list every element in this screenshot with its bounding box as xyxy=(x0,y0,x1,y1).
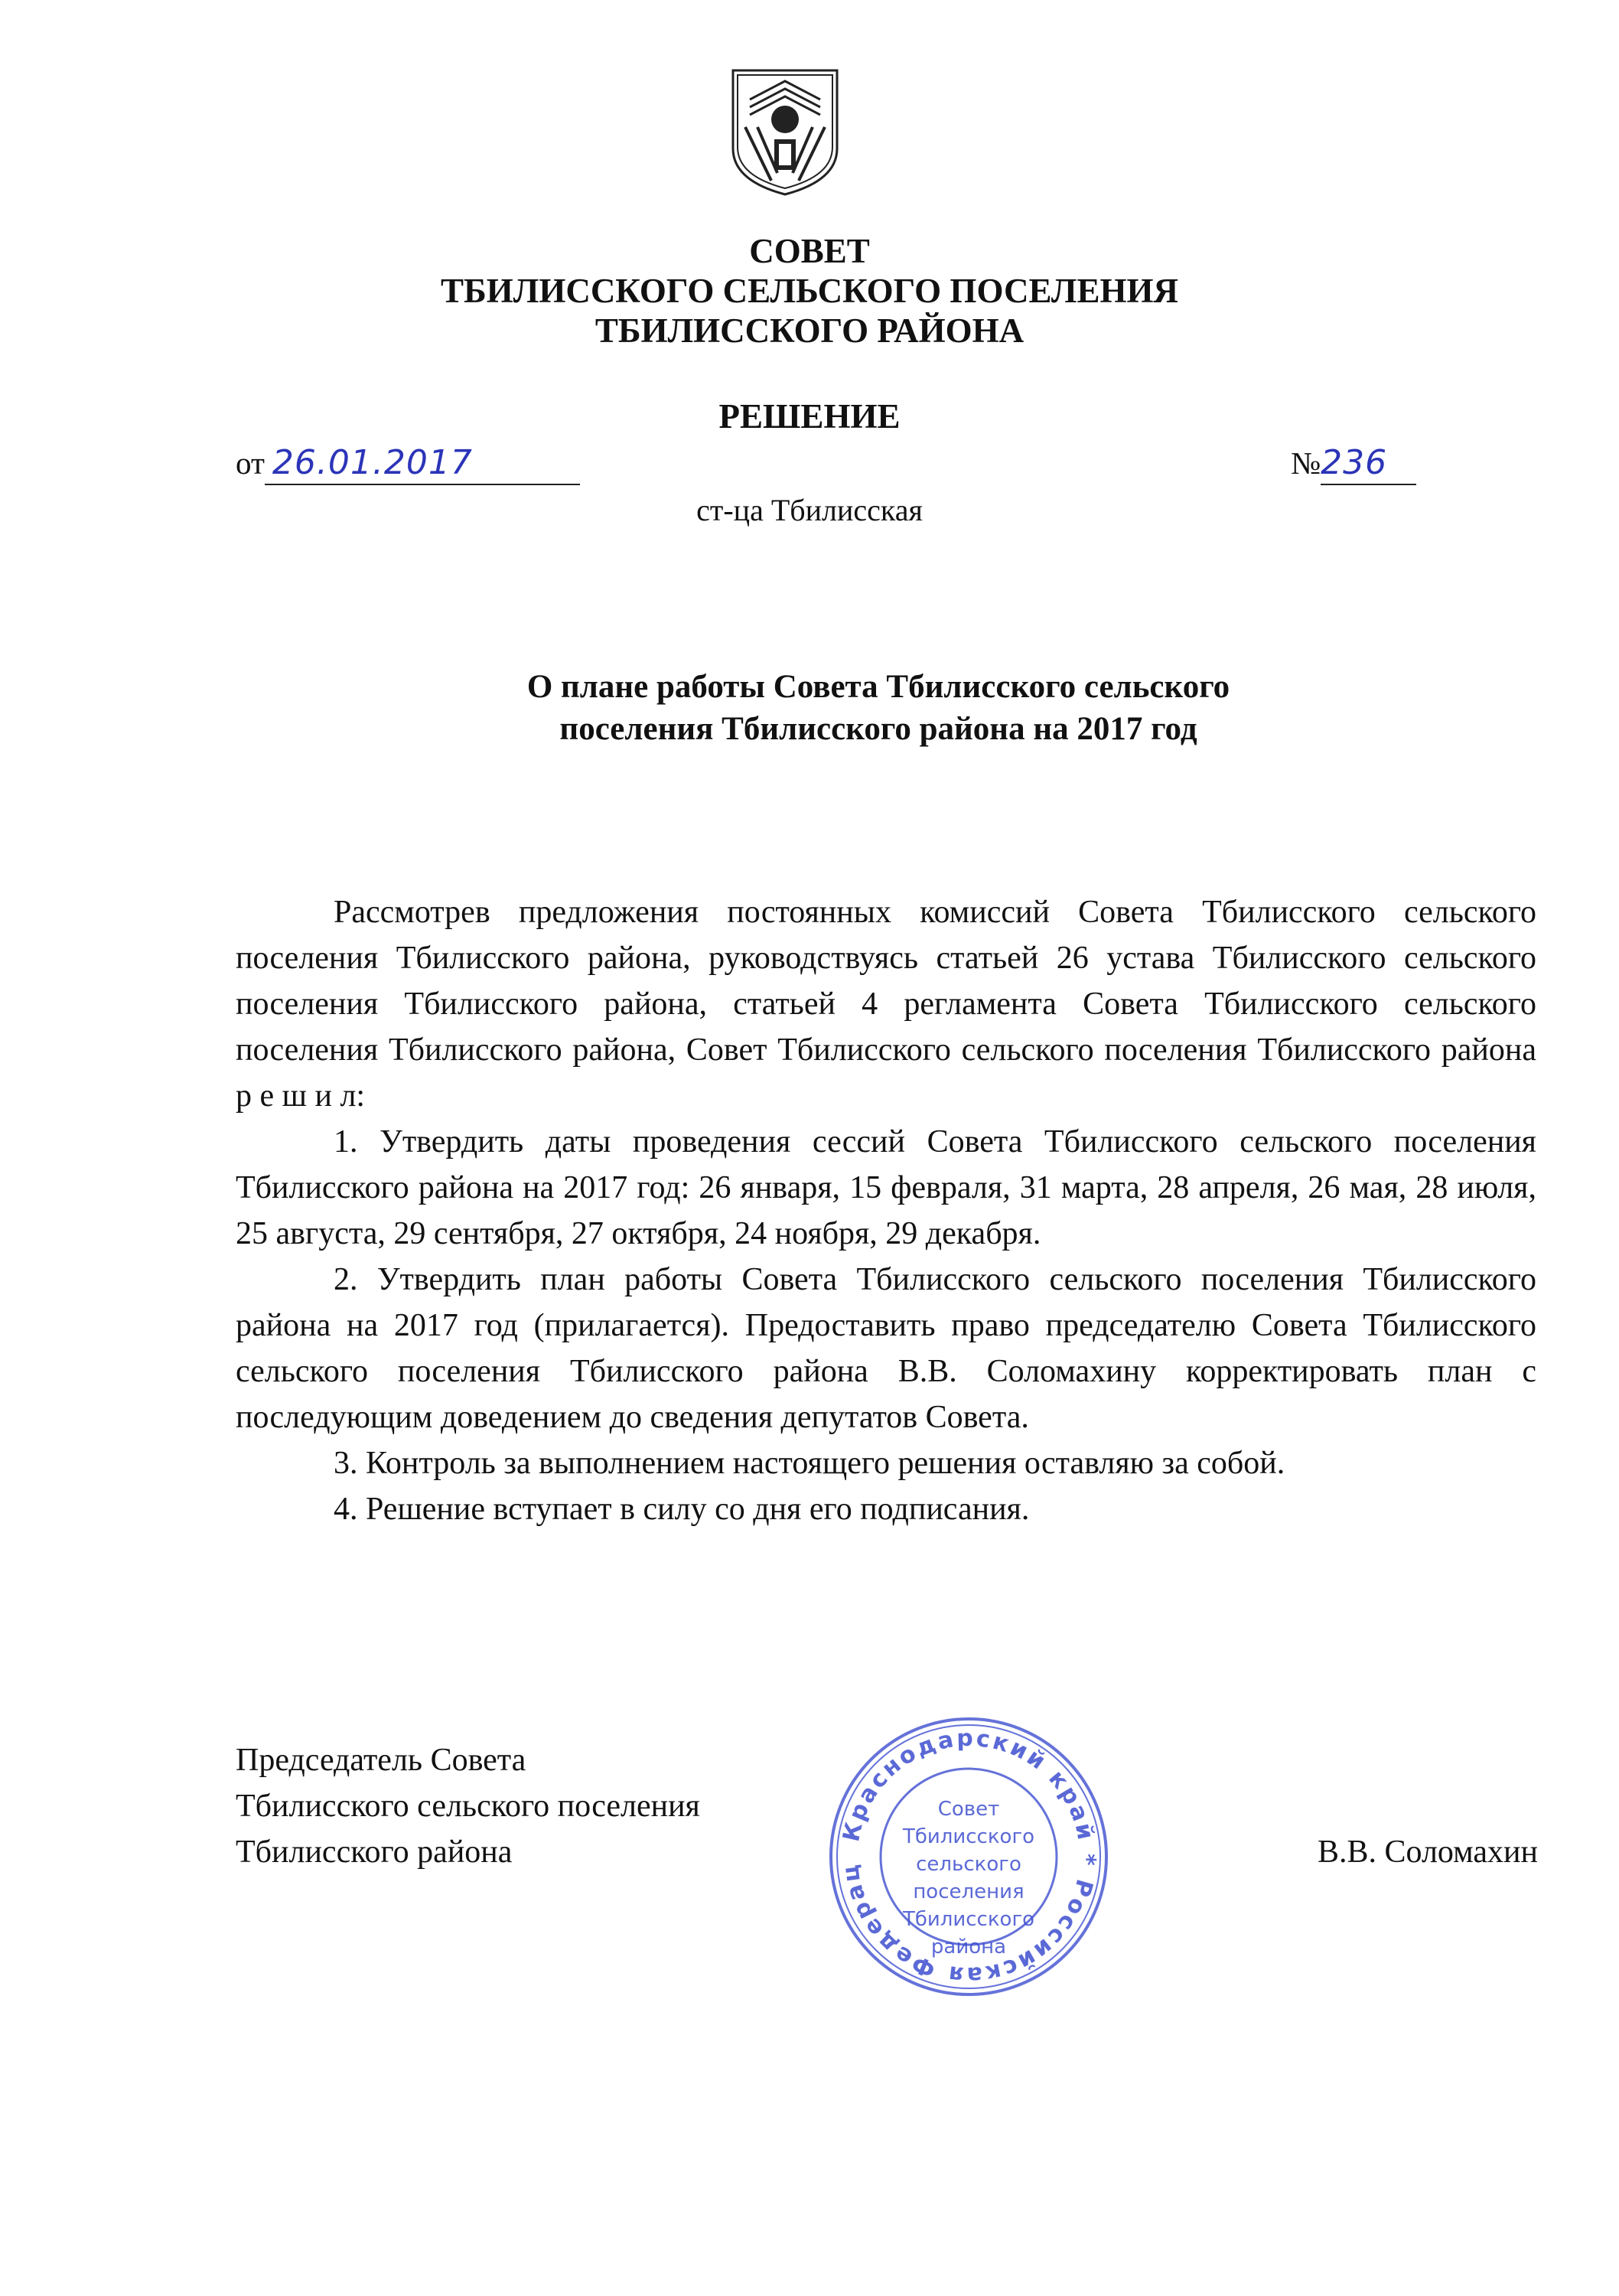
stamp-center-text: Совет Тбилисского сельского поселения Тбилисского района xyxy=(902,1798,1035,1958)
number-prefix: № xyxy=(1291,445,1321,481)
coat-of-arms-emblem xyxy=(727,66,843,197)
number-underline xyxy=(1321,442,1416,485)
document-body xyxy=(236,889,1536,1532)
official-stamp xyxy=(823,1711,1114,2002)
title-line2: поселения Тбилисского района на 2017 год xyxy=(559,711,1197,747)
council-heading: СОВЕТ xyxy=(749,232,870,270)
place-of-issue: ст-ца Тбилисская xyxy=(696,493,923,527)
item-1-paragraph: 1. Утвердить даты проведения сессий Совета Тбилисского сельского поселения Тбилисского района на 2017 год: 26 января, 15 февраля, 31 марта, 28 апреля, 26 мая, 28 июля, 25 августа, 29 сентября, 27 октября, 24 ноября, 29 декабря. xyxy=(236,1124,1536,1251)
date-field xyxy=(236,442,580,485)
intro-paragraph: Рассмотрев предложения постоянных комиссий Совета Тбилисского сельского поселения Тбилисского района, руководствуясь статьей 26 устава Тбилисского сельского поселения Тбилисского района, статьей 4 регламента Совета Тбилисского сельского поселения Тбилисского района, Совет Тбилисского сельского поселения Тбилисского района р е ш и л: xyxy=(236,895,1536,1114)
item-3-paragraph: 3. Контроль за выполнением настоящего решения оставляю за собой. xyxy=(334,1446,1285,1481)
position-line1: Председатель Совета xyxy=(236,1743,526,1778)
date-underline xyxy=(265,442,580,485)
signatory-name: В.В. Соломахин xyxy=(1317,1835,1538,1870)
position-line2: Тбилисского сельского поселения xyxy=(236,1789,700,1824)
document-type-heading: РЕШЕНИЕ xyxy=(718,397,901,435)
item-2-paragraph: 2. Утвердить план работы Совета Тбилисского сельского поселения Тбилисского района на 2017 год (прилагается). Предоставить право председателю Совета Тбилисского сельского поселения Тбилисского района В.В. Соломахину корректировать план с последующим доведением до сведения депутатов Совета. xyxy=(236,1262,1536,1435)
item-4-paragraph: 4. Решение вступает в силу со дня его подписания. xyxy=(334,1492,1030,1527)
number-field xyxy=(1291,442,1416,485)
date-prefix: от xyxy=(236,445,265,481)
document-title xyxy=(428,666,1328,750)
organization-name-line1: ТБИЛИССКОГО СЕЛЬСКОГО ПОСЕЛЕНИЯ xyxy=(441,272,1178,310)
position-line3: Тбилисского района xyxy=(236,1835,513,1870)
stamp-ring-text: Краснодарский край * Российская Федерац xyxy=(836,1724,1101,1989)
title-line1: О плане работы Совета Тбилисского сельского xyxy=(526,669,1230,705)
handwritten-date: 26.01.2017 xyxy=(272,443,473,482)
signatory-position xyxy=(236,1737,700,1875)
organization-name-line2: ТБИЛИССКОГО РАЙОНА xyxy=(595,311,1024,350)
handwritten-number: 236 xyxy=(1321,443,1388,482)
